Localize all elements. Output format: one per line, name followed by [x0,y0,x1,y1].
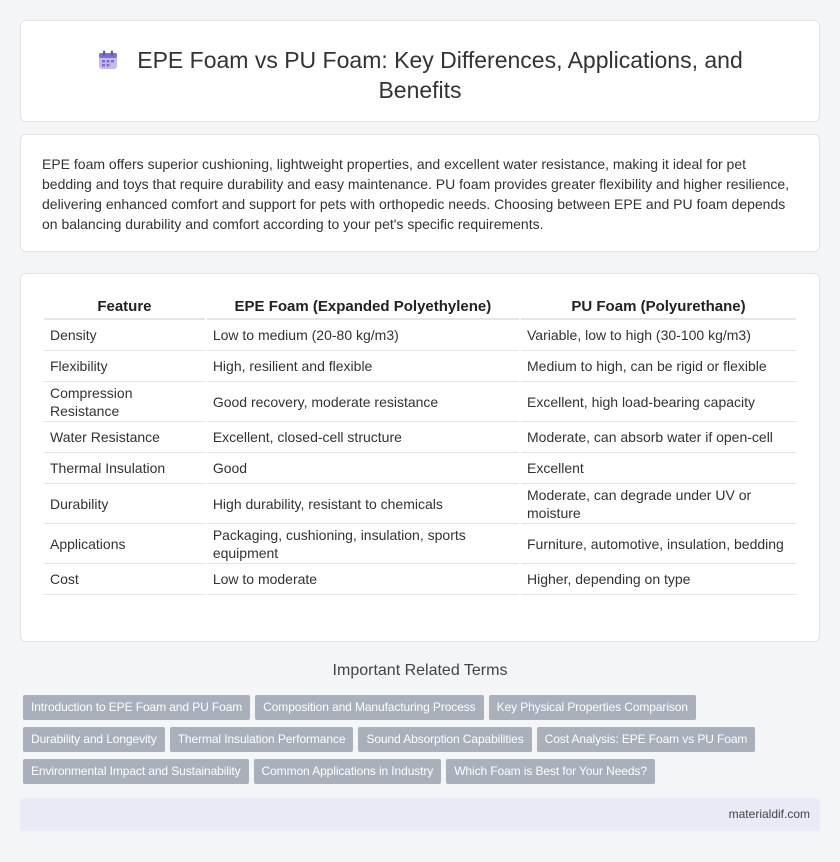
tag-durability[interactable]: Durability and Longevity [23,727,165,752]
header-pu-foam: PU Foam (Polyurethane) [521,294,796,320]
tag-cost-analysis[interactable]: Cost Analysis: EPE Foam vs PU Foam [537,727,756,752]
cell-pu: Variable, low to high (30-100 kg/m3) [521,320,796,351]
footer-bar [20,798,820,831]
calendar-icon [97,48,119,70]
cell-pu: Moderate, can degrade under UV or moisture [521,484,796,524]
tag-introduction[interactable]: Introduction to EPE Foam and PU Foam [23,695,250,720]
header-epe-foam: EPE Foam (Expanded Polyethylene) [207,294,519,320]
cell-pu: Excellent [521,453,796,484]
intro-paragraph: EPE foam offers superior cushioning, lightweight properties, and excellent water resistance, making it ideal for pet bedding and toys that require durability and easy maintenance. PU foam provides greater flexibility and higher resilience, delivering enhanced comfort and support for pets with orthopedic needs. Choosing between EPE and PU foam depends on balancing durability and comfort according to your pet's specific requirements. [42,156,790,232]
cell-feature: Density [44,320,205,351]
cell-epe: Excellent, closed-cell structure [207,422,519,453]
related-terms-heading: Important Related Terms [332,662,508,679]
title-card [20,20,820,122]
table-row [44,484,796,524]
table-row [44,382,796,422]
tag-composition[interactable]: Composition and Manufacturing Process [255,695,483,720]
table-header-row [44,294,796,320]
tag-common-applications[interactable]: Common Applications in Industry [254,759,442,784]
comparison-table [42,294,798,595]
page-title [81,45,759,105]
cell-feature: Flexibility [44,351,205,382]
cell-pu: Excellent, high load-bearing capacity [521,382,796,422]
related-terms-tags [23,695,823,791]
intro-card [20,134,820,252]
cell-epe: Packaging, cushioning, insulation, sports equipment [207,524,519,564]
cell-pu: Medium to high, can be rigid or flexible [521,351,796,382]
footer-site-link[interactable]: materialdif.com [728,807,810,821]
table-row [44,453,796,484]
tag-environmental-impact[interactable]: Environmental Impact and Sustainability [23,759,249,784]
cell-epe: Good [207,453,519,484]
comparison-table-card [20,273,820,642]
table-row [44,564,796,595]
cell-epe: Low to medium (20-80 kg/m3) [207,320,519,351]
cell-pu: Moderate, can absorb water if open-cell [521,422,796,453]
table-row [44,422,796,453]
cell-feature: Applications [44,524,205,564]
cell-feature: Water Resistance [44,422,205,453]
tag-sound-absorption[interactable]: Sound Absorption Capabilities [358,727,531,752]
header-feature: Feature [44,294,205,320]
cell-feature: Thermal Insulation [44,453,205,484]
cell-epe: Good recovery, moderate resistance [207,382,519,422]
cell-feature: Durability [44,484,205,524]
tag-physical-properties[interactable]: Key Physical Properties Comparison [489,695,696,720]
table-row [44,320,796,351]
table-row [44,524,796,564]
tag-best-foam[interactable]: Which Foam is Best for Your Needs? [446,759,655,784]
table-row [44,351,796,382]
cell-pu: Furniture, automotive, insulation, bedding [521,524,796,564]
cell-epe: High, resilient and flexible [207,351,519,382]
cell-epe: High durability, resistant to chemicals [207,484,519,524]
cell-feature: Compression Resistance [44,382,205,422]
tag-thermal-insulation[interactable]: Thermal Insulation Performance [170,727,354,752]
cell-pu: Higher, depending on type [521,564,796,595]
cell-epe: Low to moderate [207,564,519,595]
cell-feature: Cost [44,564,205,595]
page-title-text: EPE Foam vs PU Foam: Key Differences, Applications, and Benefits [137,47,743,103]
